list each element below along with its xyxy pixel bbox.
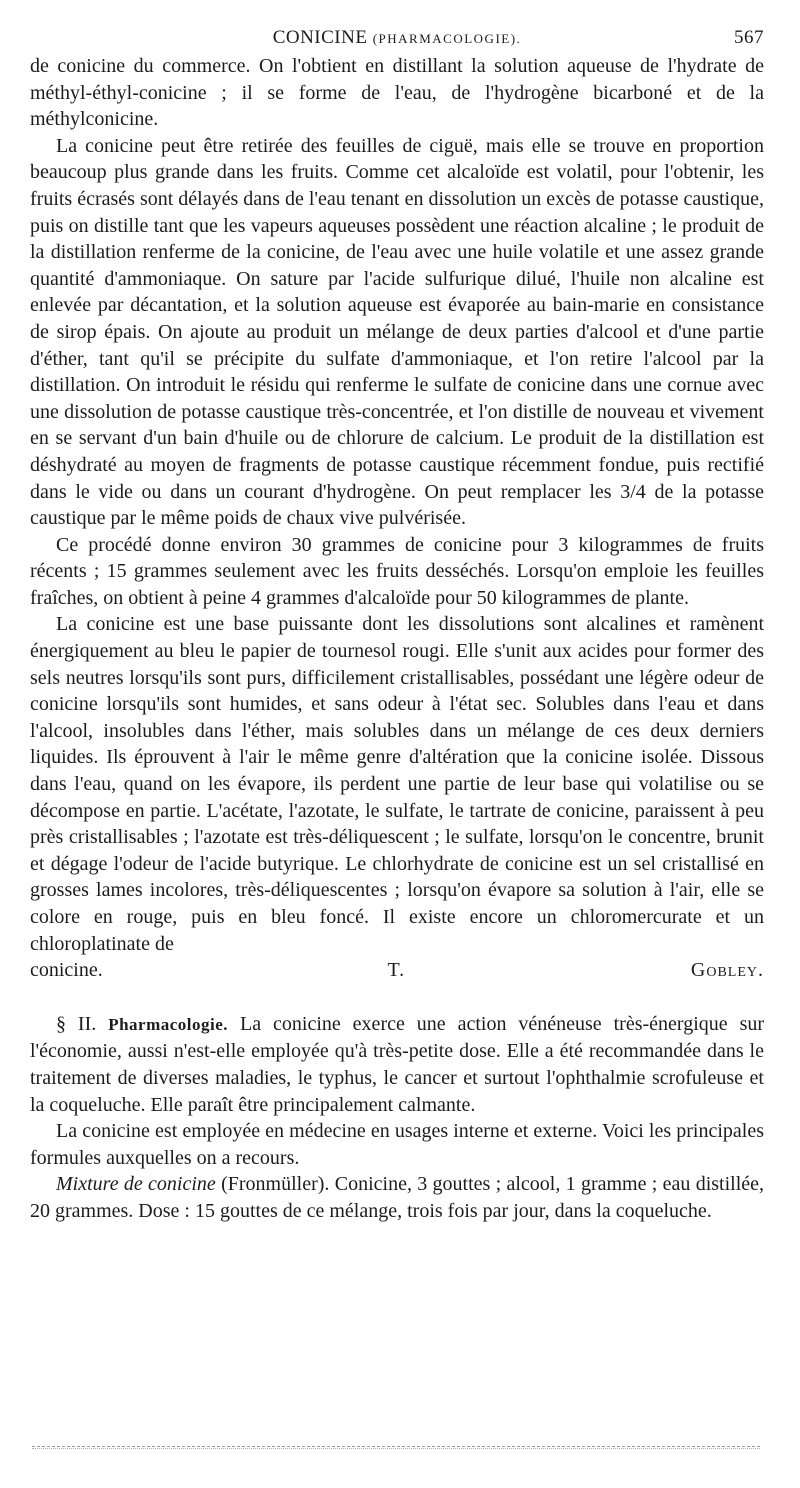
paragraph-yield: Ce procédé donne environ 30 grammes de conicine pour 3 kilogrammes de fruits récents ; 15 grammes seulement avec les fruits desséchés. Lorsqu'on emploie les feuilles fraîches, on obtient à peine 4 grammes d'alcaloïde pour 50 kilogrammes de plante. xyxy=(30,533,764,609)
running-header xyxy=(30,27,764,53)
formula-paragraph xyxy=(30,1171,764,1224)
section-paragraph-2: La conicine est employée en médecine en usages interne et externe. Voici les principales formules auxquelles on a recours. xyxy=(30,1120,764,1169)
footer-dotted-rule xyxy=(32,1446,760,1447)
header-title: CONICINE xyxy=(272,27,368,48)
signature-line-text: conicine. xyxy=(30,959,103,982)
formula-author: (Fronmüller). xyxy=(221,1173,330,1196)
formula-title: Mixture de conicine xyxy=(56,1173,216,1196)
signature-line xyxy=(30,957,764,984)
formula-text: Conicine, 3 gouttes ; alcool, 1 gramme ; eau distillée, 20 grammes. Dose : 15 gouttes de ce mélange, trois fois par jour, dans la coqueluche. xyxy=(30,1173,765,1222)
footer-dotted-rule-faint xyxy=(32,1448,760,1449)
section-gap xyxy=(30,984,764,1011)
article-body xyxy=(30,53,764,1225)
paragraph-extraction: La conicine peut être retirée des feuilles de ciguë, mais elle se trouve en proportion beaucoup plus grande dans les fruits. Comme cet alcaloïde est volatil, pour l'obtenir, les fruits écrasés sont délayés dans de l'eau tenant en dissolution un excès de potasse caustique, puis on distille tant que les vapeurs aqueuses possèdent une réaction alcaline ; le produit de la distillation renferme de la conicine, de l'eau avec une huile volatile et une assez grande quantité d'ammoniaque. On sature par l'acide sulfurique dilué, l'huile non alcaline est enlevée par décantation, et la solution aqueuse est évaporée au bain-marie en consistance de sirop épais. On ajoute au produit un mélange de deux parties d'alcool et d'une partie d'éther, tant qu'il se précipite du sulfate d'ammoniaque, et l'on retire l'alcool par la distillation. On introduit le résidu qui renferme le sulfate de conicine dans une cornue avec une dissolution de potasse caustique très-concentrée, et l'on distille de nouveau et vivement en se servant d'un bain d'huile ou de chlorure de calcium. Le produit de la distillation est déshydraté au moyen de fragments de potasse caustique récemment fondue, puis rectifié dans le vide ou dans un courant d'hydrogène. On peut remplacer les 3/4 de la potasse caustique par le même poids de chaux vive pulvérisée. xyxy=(30,134,764,530)
section-title: Pharmacologie. xyxy=(108,1014,229,1034)
running-title xyxy=(30,27,764,49)
paragraph-properties: La conicine est une base puissante dont les dissolutions sont alcalines et ramènent énergiquement au bleu le papier de tournesol rougi. Elle s'unit aux acides pour former des sels neutres lorsqu'ils sont purs, difficilement cristallisables, possédant une légère odeur de conicine lorsqu'ils sont humides, et sans odeur à l'état sec. Solubles dans l'eau et dans l'alcool, insolubles dans l'éther, mais solubles dans un mélange de ces deux derniers liquides. Ils éprouvent à l'air le même genre d'altération que la conicine isolée. Dissous dans l'eau, quand on les évapore, ils perdent une partie de leur base qui volatilise ou se décompose en partie. L'acétate, l'azotate, le sulfate, le tartrate de conicine, paraissent à peu près cristallisables ; l'azotate est très-déliquescent ; le sulfate, lorsqu'on le concentre, brunit et dégage l'odeur de l'acide butyrique. Le chlorhydrate de conicine est un sel cristallisé en grosses lames incolores, très-déliquescentes ; lorsqu'on évapore sa solution à l'air, elle se colore en rouge, puis en bleu foncé. Il existe encore un chloromercurate et un chloroplatinate de xyxy=(30,613,764,955)
section-pharmacologie xyxy=(30,1011,764,1118)
header-subtitle: (PHARMACOLOGIE). xyxy=(372,31,522,46)
section-number: § II. xyxy=(56,1012,97,1035)
section-paragraph-1: La conicine exerce une action vénéneuse très-énergique sur l'économie, aussi n'est-elle employée qu'à très-petite dose. Elle a été recommandée dans le traitement de diverses maladies, le typhus, le cancer et surtout l'ophthalmie scrofuleuse et la coqueluche. Elle paraît être principalement calmante. xyxy=(30,1012,765,1116)
page-number: 567 xyxy=(734,27,764,48)
page xyxy=(30,27,764,1225)
author-signature: T. Gobley. xyxy=(387,959,764,982)
paragraph-continued: de conicine du commerce. On l'obtient en distillant la solution aqueuse de l'hydrate de méthyl-éthyl-conicine ; il se forme de l'eau, de l'hydrogène bicarboné et de la méthylconicine. xyxy=(30,55,764,131)
